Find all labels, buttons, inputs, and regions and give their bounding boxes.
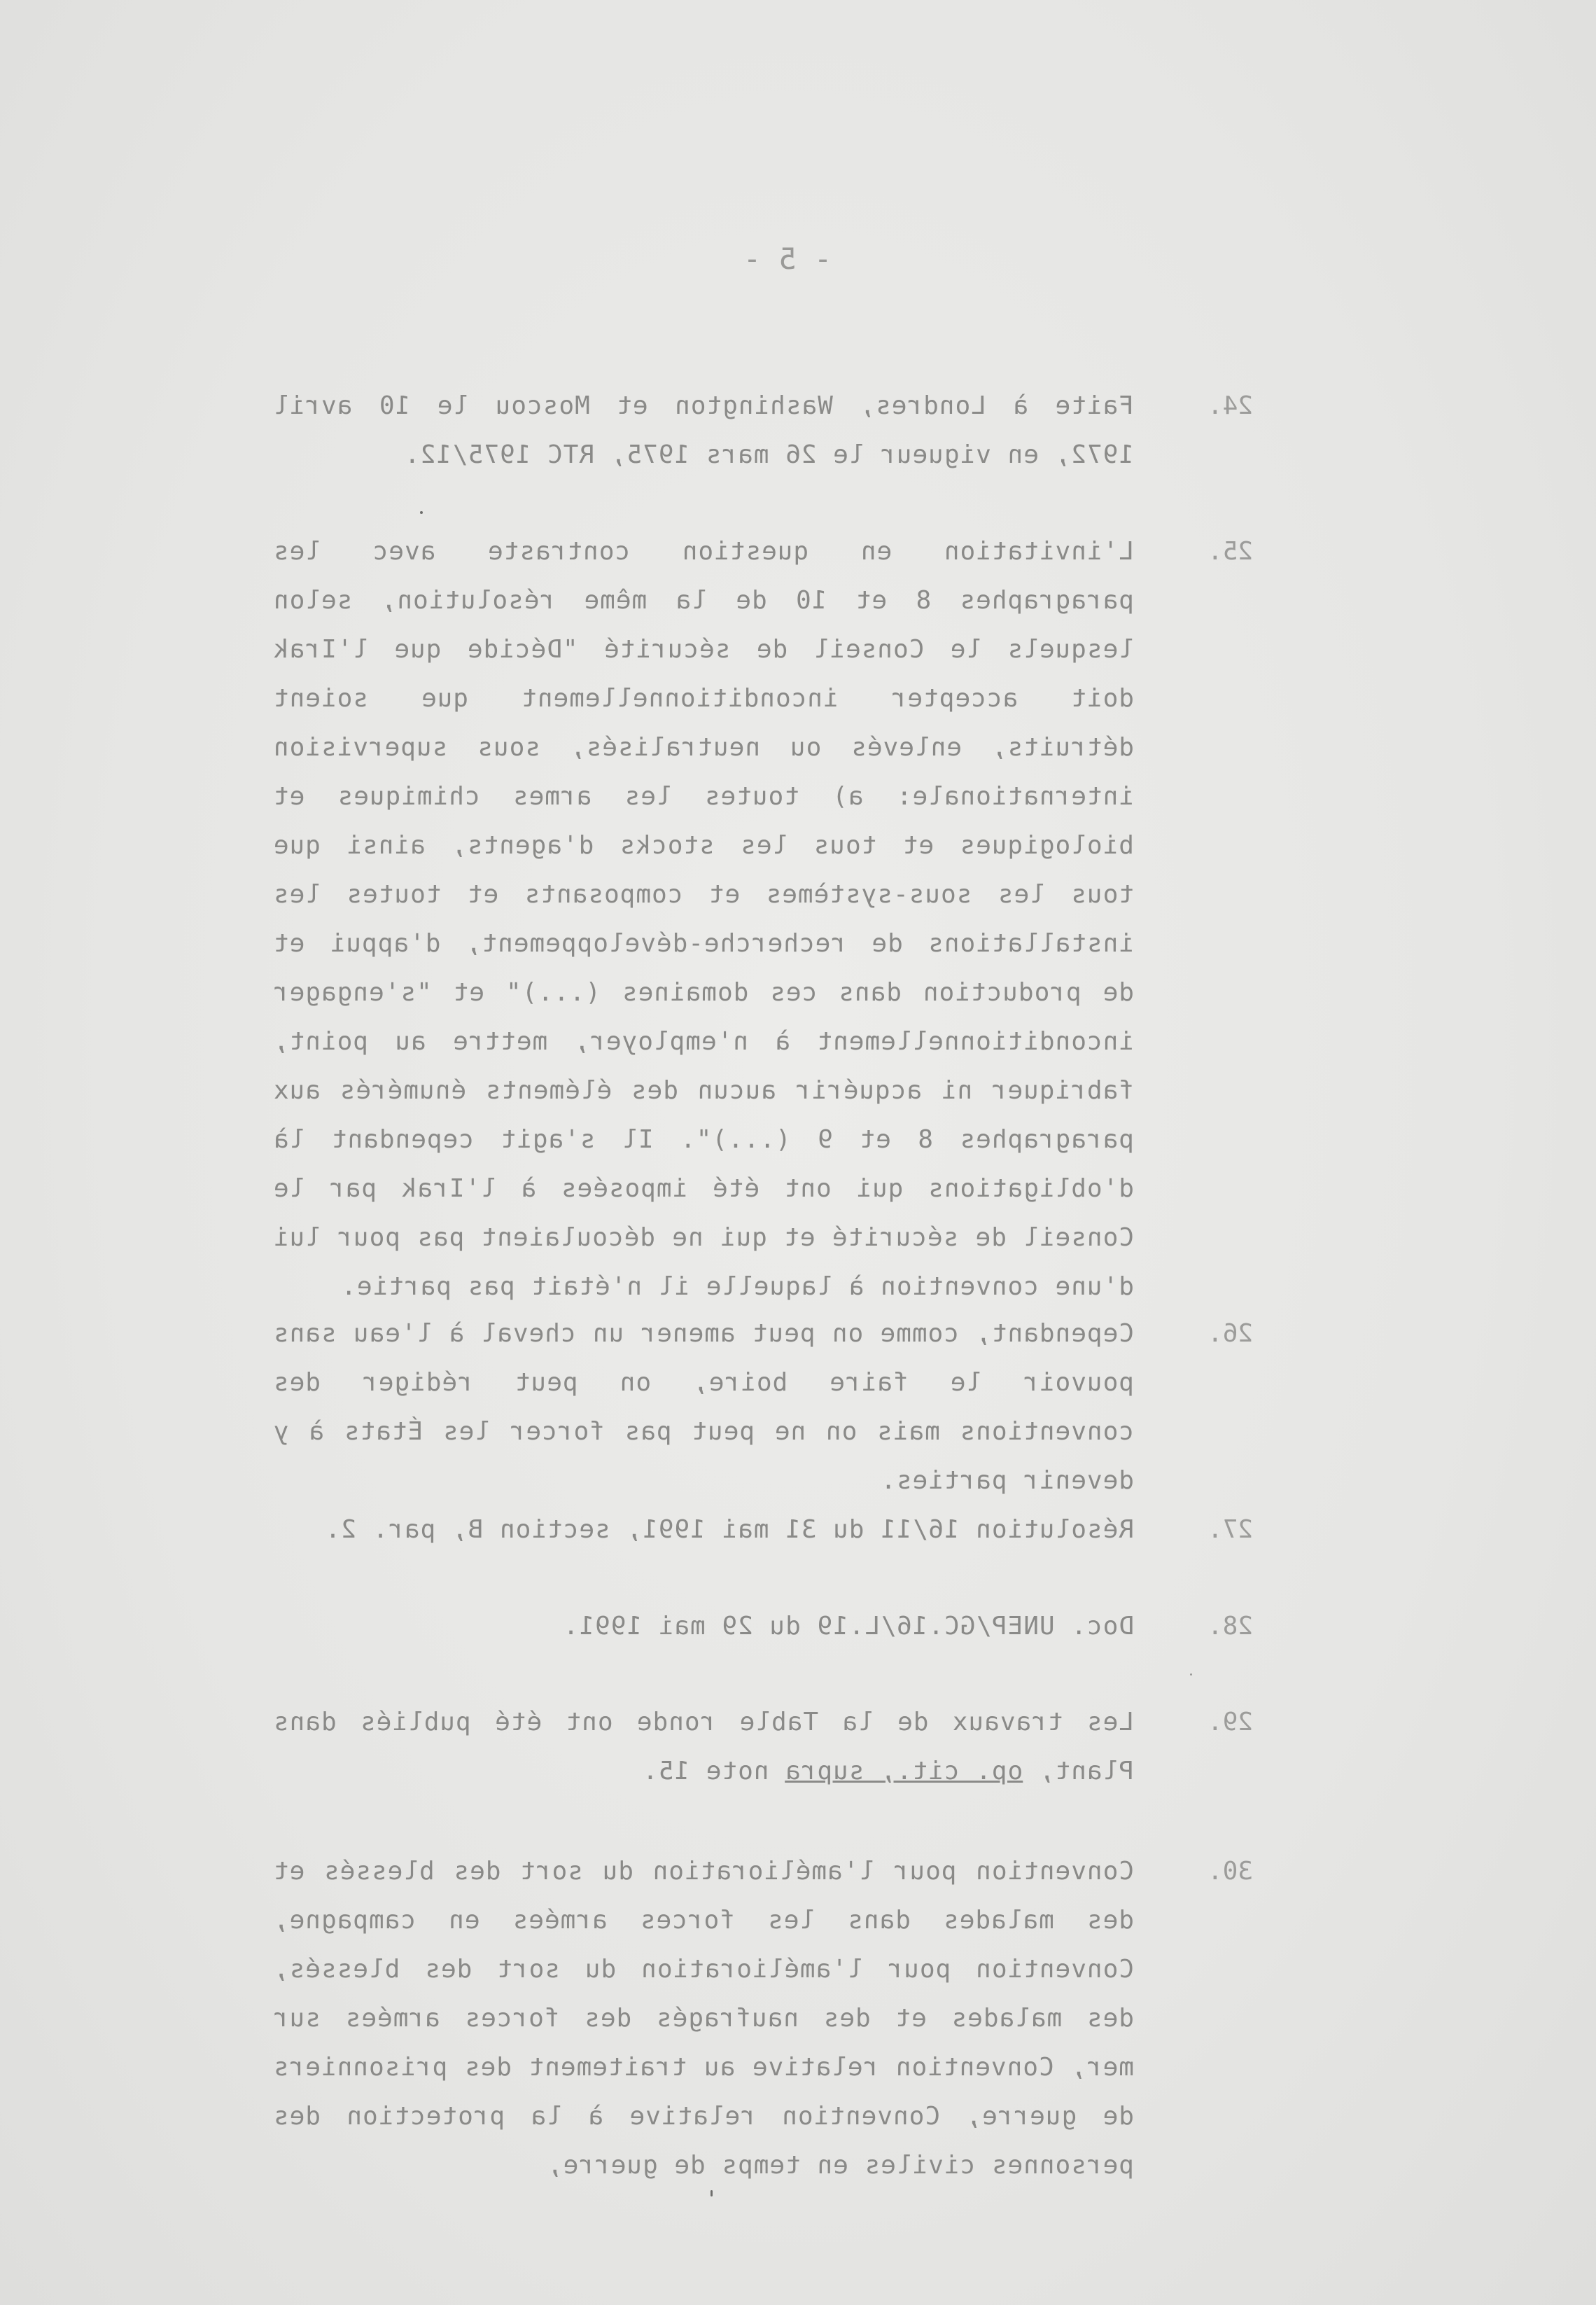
footnote-text: Convention pour l'amélioration du sort des blessés et des malades dans les forces armées en campagne, Convention pour l'amélioration du sort des blessés, des malades et des naufragés des forces armées sur mer, Convention relative au traitement des prisonniers de guerre, Convention relative à la protection des personnes civiles en temps de guerre, [273, 1857, 1134, 2180]
footnote-text: Résolution 16/11 du 31 mai 1991, section B, par. 2. [324, 1515, 1134, 1544]
paper-speck [710, 2190, 713, 2196]
footnote-text-part: Les travaux de la Table ronde ont été publiés dans Plant, [273, 1708, 1134, 1785]
footnote-text [273, 1698, 1134, 1796]
footnote-number: 25. [1207, 537, 1253, 566]
footnote-number: 30. [1207, 1857, 1253, 1886]
page-number: - 5 - [743, 242, 832, 276]
citation-underlined: op. cit., supra [785, 1757, 1023, 1785]
footnote-text: Faite à Londres, Washington et Moscou le 10 avril 1972, en vigueur le 26 mars 1975, RTC 1975/12. [273, 391, 1134, 469]
footnote-number: 27. [1207, 1515, 1253, 1544]
footnote-text: Cependant, comme on peut amener un cheval à l'eau sans pouvoir le faire boire, on peut rédiger des conventions mais on ne peut pas forcer les États à y devenir parties. [273, 1319, 1134, 1495]
footnote-number: 28. [1207, 1612, 1253, 1641]
footnote-text: L'invitation en question contraste avec les paragraphes 8 et 10 de la même résolution, selon lesquels le Conseil de sécurité "Décide que l'Irak doit accepter inconditionnellement que soient détruits, enlevés ou neutralisés, sous supervision internationale: a) toutes les armes chimiques et biologiques et tous les stocks d'agents, ainsi que tous les sous-systèmes et composants et toutes les installations de recherche-développement, d'appui et de production dans ces domaines (...)" et "s'engager inconditionnellement à n'employer, mettre au point, fabriquer ni acquérir aucun des éléments énumérés aux paragraphes 8 et 9 (...)". Il s'agit cependant là d'obligations qui ont été imposées à l'Irak par le Conseil de sécurité et qui ne découlaient pas pour lui d'une convention à laquelle il n'était pas partie. [273, 537, 1134, 1301]
paper-speck [420, 511, 423, 514]
paper-speck [1190, 1673, 1192, 1676]
footnote-number: 29. [1207, 1708, 1253, 1736]
footnote-number: 26. [1207, 1319, 1253, 1348]
footnote-number: 24. [1207, 391, 1253, 420]
footnote-text-part: note 15. [642, 1757, 785, 1785]
footnote-text: Doc. UNEP/GC.16/L.19 du 29 mai 1991. [562, 1612, 1134, 1641]
